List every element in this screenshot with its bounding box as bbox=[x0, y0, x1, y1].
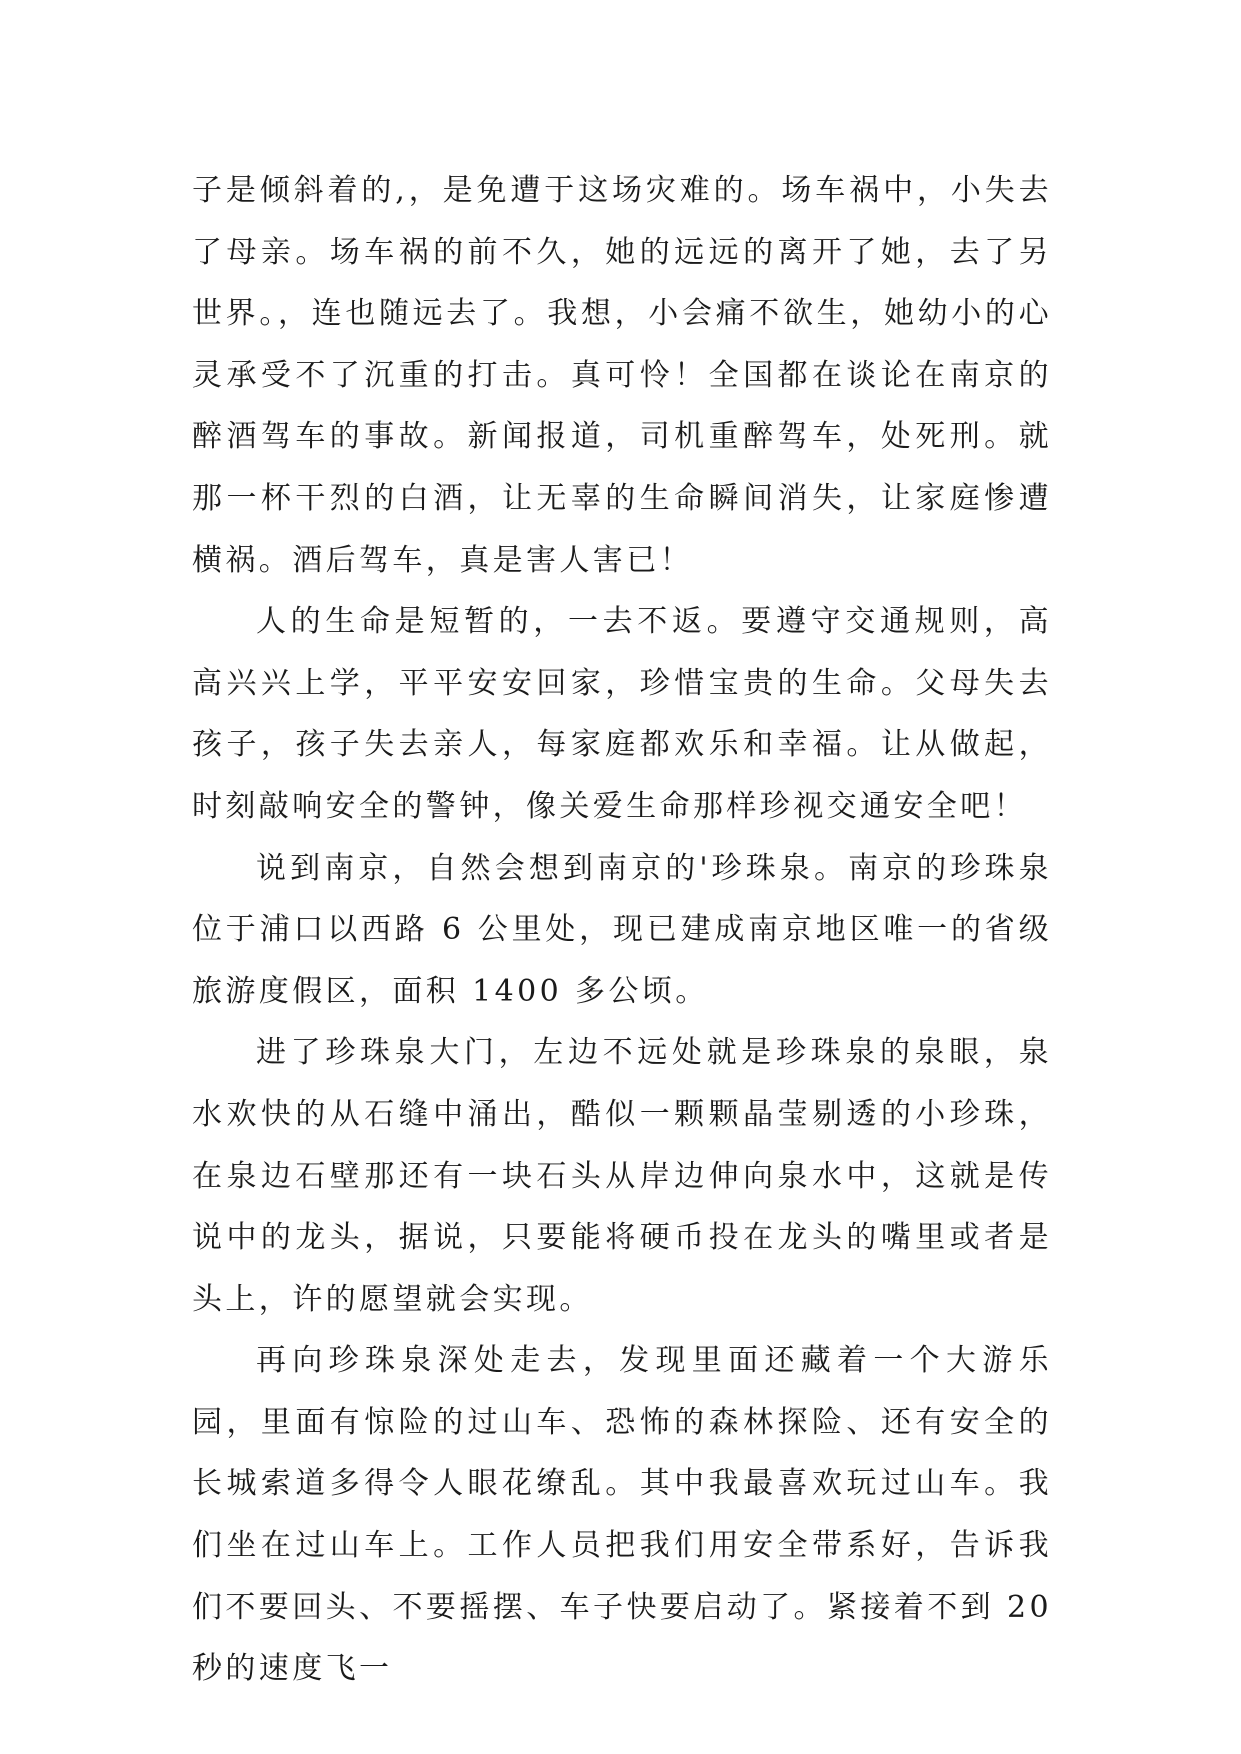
document-body bbox=[192, 160, 1052, 1700]
paragraph-4: 进了珍珠泉大门，左边不远处就是珍珠泉的泉眼，泉水欢快的从石缝中涌出，酷似一颗颗晶莹剔透的小珍珠，在泉边石壁那还有一块石头从岸边伸向泉水中，这就是传说中的龙头，据说，只要能将硬币投在龙头的嘴里或者是头上，许的愿望就会实现。 bbox=[192, 1035, 1052, 1317]
paragraph-3: 说到南京，自然会想到南京的'珍珠泉。南京的珍珠泉位于浦口以西路 6 公里处，现已建成南京地区唯一的省级旅游度假区，面积 1400 多公顷。 bbox=[192, 850, 1052, 1009]
paragraph-1: 子是倾斜着的,，是免遭于这场灾难的。场车祸中，小失去了母亲。场车祸的前不久，她的远远的离开了她，去了另世界。，连也随远去了。我想，小会痛不欲生，她幼小的心灵承受不了沉重的打击。真可怜！全国都在谈论在南京的醉酒驾车的事故。新闻报道，司机重醉驾车，处死刑。就那一杯干烈的白酒，让无辜的生命瞬间消失，让家庭惨遭横祸。酒后驾车，真是害人害已！ bbox=[192, 173, 1052, 578]
paragraph-5: 再向珍珠泉深处走去，发现里面还藏着一个大游乐园，里面有惊险的过山车、恐怖的森林探险、还有安全的长城索道多得令人眼花缭乱。其中我最喜欢玩过山车。我们坐在过山车上。工作人员把我们用安全带系好，告诉我们不要回头、不要摇摆、车子快要启动了。紧接着不到 20 秒的速度飞一 bbox=[192, 1343, 1052, 1687]
paragraph-2: 人的生命是短暂的，一去不返。要遵守交通规则，高高兴兴上学，平平安安回家，珍惜宝贵的生命。父母失去孩子，孩子失去亲人，每家庭都欢乐和幸福。让从做起，时刻敲响安全的警钟，像关爱生命那样珍视交通安全吧！ bbox=[192, 604, 1052, 824]
